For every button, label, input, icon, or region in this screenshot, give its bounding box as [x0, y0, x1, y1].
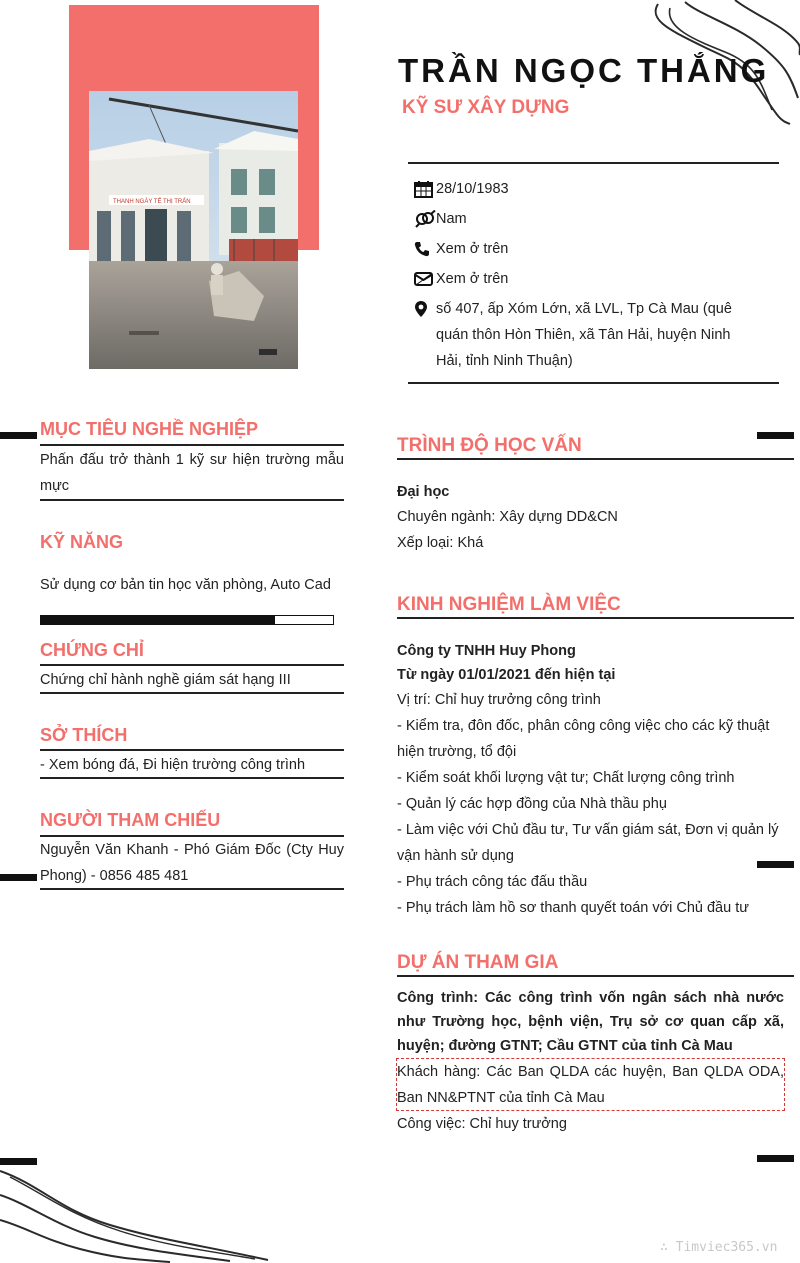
skills-title: KỸ NĂNG — [40, 532, 124, 552]
experience-line: - Làm việc với Chủ đầu tư, Tư vấn giám sát, Đơn vị quản lý vận hành sử dụng — [397, 822, 779, 864]
experience-line: - Kiểm soát khối lượng vật tư; Chất lượng công trình — [397, 770, 735, 786]
objective-rule-bottom — [40, 499, 344, 501]
projects-title: DỰ ÁN THAM GIA — [397, 952, 559, 973]
projects-project: Công trình: Các công trình vốn ngân sách nhà nước như Trường học, bệnh viện, Trụ sở cơ quan cấp xã, huyện; đường GTNT; Cầu GTNT của tỉnh Cà Mau — [397, 990, 784, 1054]
objective-rule-top — [40, 444, 344, 446]
watermark-text: Timviec365.vn — [675, 1240, 778, 1255]
references-text: Nguyễn Văn Khanh - Phó Giám Đốc (Cty Huy Phong) - 0856 485 481 — [40, 842, 344, 884]
education-major: Chuyên ngành: Xây dựng DD&CN — [397, 509, 618, 525]
education-school: Đại học — [397, 484, 450, 500]
birthday-value: 28/10/1983 — [436, 181, 509, 197]
building-sign-text: THANH NGÀY TẾ THỊ TRẤN — [113, 199, 191, 205]
skill-level-fill — [41, 616, 275, 624]
objective-title: MỤC TIÊU NGHỀ NGHIỆP — [40, 419, 259, 439]
job-title: KỸ SƯ XÂY DỰNG — [402, 97, 570, 118]
info-email — [414, 266, 740, 292]
decor-waves-bottom-left — [0, 1165, 280, 1263]
references-rule-bottom — [40, 888, 344, 890]
decor-dash-left-3 — [0, 1158, 37, 1165]
decor-dash-right-1 — [757, 432, 794, 439]
experience-period: Từ ngày 01/01/2021 đến hiện tại — [397, 667, 616, 683]
info-gender — [414, 206, 740, 232]
gender-value: Nam — [436, 211, 467, 227]
experience-line: Vị trí: Chỉ huy trưởng công trình — [397, 692, 601, 708]
experience-line: - Phụ trách làm hồ sơ thanh quyết toán với Chủ đầu tư — [397, 900, 749, 916]
certificates-rule-top — [40, 664, 344, 666]
references-title: NGƯỜI THAM CHIẾU — [40, 810, 221, 830]
education-grade: Xếp loại: Khá — [397, 535, 484, 551]
education-rule — [397, 458, 794, 460]
experience-rule — [397, 617, 794, 619]
info-birthday — [414, 176, 740, 202]
decor-dash-left-1 — [0, 432, 37, 439]
profile-photo — [89, 91, 298, 369]
skill-item-name: Sử dụng cơ bản tin học văn phòng, Auto Cad — [40, 577, 331, 593]
address-value: số 407, ấp Xóm Lớn, xã LVL, Tp Cà Mau (quê quán thôn Hòn Thiên, xã Tân Hải, huyện Ninh Hải, tỉnh Ninh Thuận) — [436, 301, 732, 369]
envelope-icon — [414, 266, 436, 292]
hobbies-text: - Xem bóng đá, Đi hiện trường công trình — [40, 757, 306, 773]
info-address — [414, 296, 740, 374]
projects-rule — [397, 975, 794, 977]
calendar-icon — [414, 176, 436, 202]
email-value[interactable]: Xem ở trên — [436, 271, 509, 287]
experience-duties-list — [397, 687, 789, 921]
hobbies-rule-top — [40, 749, 344, 751]
candidate-name: TRẦN NGỌC THẮNG — [398, 52, 770, 89]
hobbies-rule-bottom — [40, 777, 344, 779]
certificates-text: Chứng chỉ hành nghề giám sát hạng III — [40, 672, 291, 688]
map-pin-icon — [414, 296, 436, 322]
decor-dash-left-2 — [0, 874, 37, 881]
hobbies-title: SỞ THÍCH — [40, 725, 128, 745]
certificates-title: CHỨNG CHỈ — [40, 640, 144, 660]
phone-icon — [414, 236, 436, 262]
personal-info-box — [408, 162, 779, 384]
phone-value[interactable]: Xem ở trên — [436, 241, 509, 257]
objective-text: Phấn đấu trở thành 1 kỹ sư hiện trường mẫu mực — [40, 452, 344, 494]
experience-company: Công ty TNHH Huy Phong — [397, 643, 576, 659]
gender-icon — [414, 206, 436, 232]
projects-role: Công việc: Chỉ huy trưởng — [397, 1116, 567, 1132]
experience-line: - Quản lý các hợp đồng của Nhà thầu phụ — [397, 796, 667, 812]
skill-level-bar — [40, 615, 334, 625]
info-phone — [414, 236, 740, 262]
experience-title: KINH NGHIỆM LÀM VIỆC — [397, 594, 621, 615]
watermark: ∴ Timviec365.vn — [660, 1240, 778, 1255]
projects-client: Khách hàng: Các Ban QLDA các huyện, Ban QLDA ODA, Ban NN&PTNT của tỉnh Cà Mau — [397, 1064, 784, 1106]
decor-dash-right-3 — [757, 1155, 794, 1162]
education-title: TRÌNH ĐỘ HỌC VẤN — [397, 435, 582, 456]
certificates-rule-bottom — [40, 692, 344, 694]
experience-line: - Phụ trách công tác đấu thầu — [397, 874, 588, 890]
experience-line: - Kiểm tra, đôn đốc, phân công công việc cho các kỹ thuật hiện trường, tổ đội — [397, 718, 770, 760]
